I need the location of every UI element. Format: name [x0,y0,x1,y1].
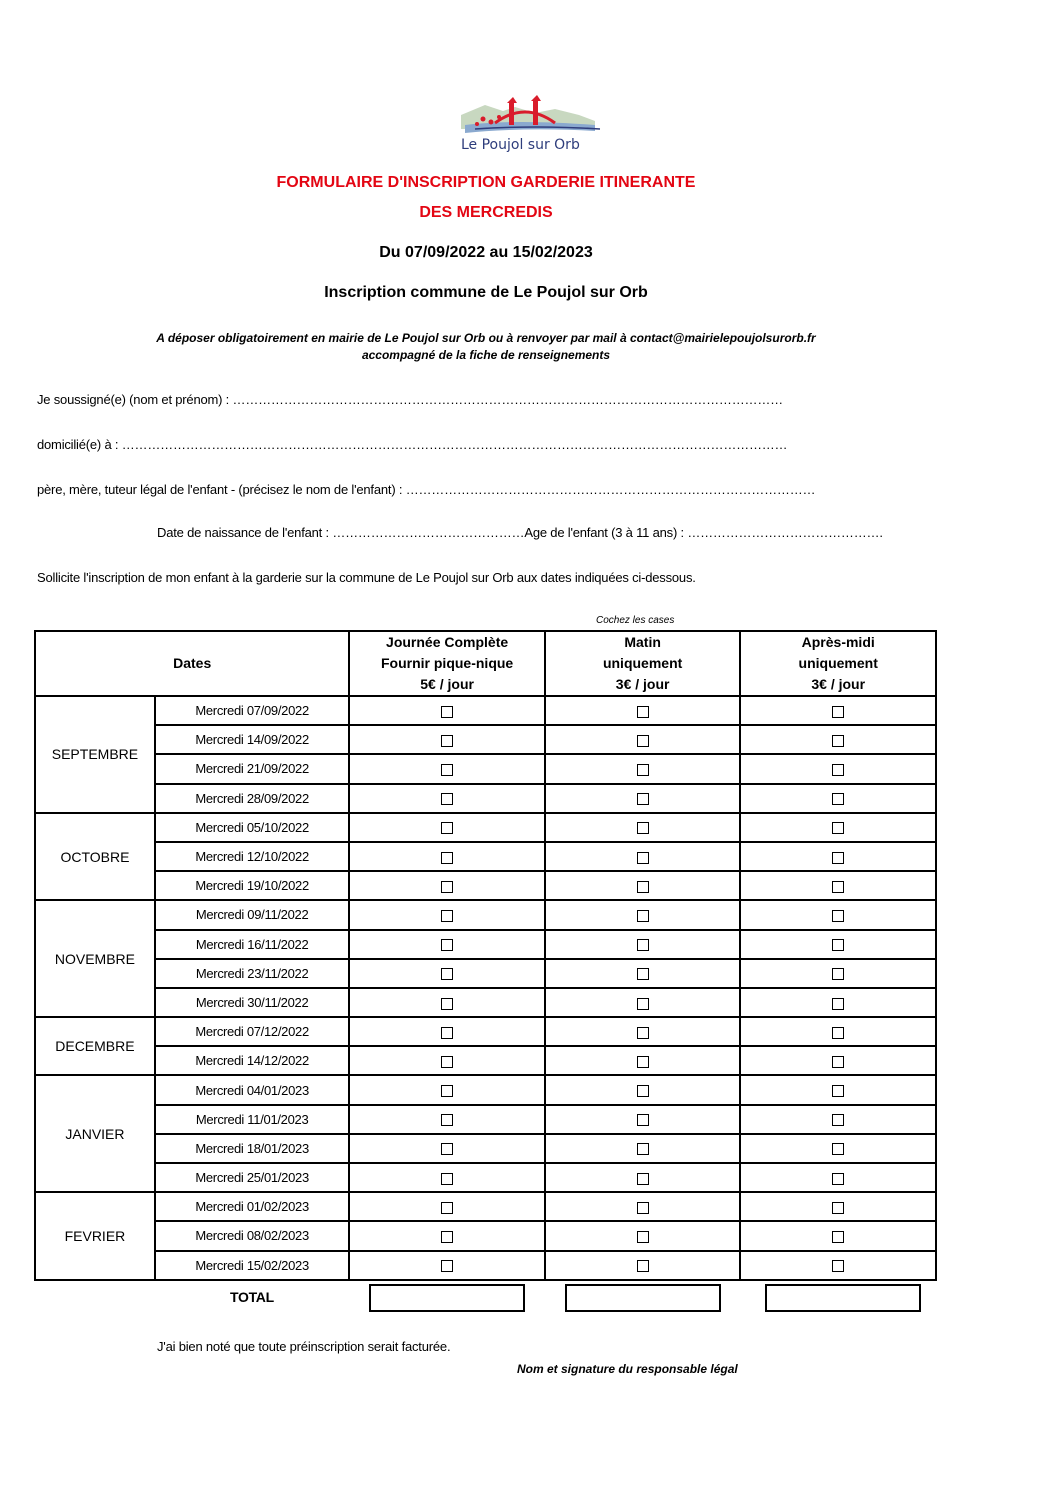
naissance-dots: ……………………………………… [332,525,525,540]
checkbox-cell-matin [545,1192,741,1221]
month-cell: SEPTEMBRE [35,696,155,813]
commune-heading: Inscription commune de Le Poujol sur Orb [324,284,648,301]
table-row [35,959,936,988]
checkbox-cell-apresmidi [740,1163,936,1192]
checkbox-matin[interactable] [637,706,649,718]
checkbox-journee[interactable] [441,735,453,747]
table-row [35,1163,936,1192]
domicile-label: domicilié(e) à : [37,437,122,452]
checkbox-journee[interactable] [441,1173,453,1185]
checkbox-apresmidi[interactable] [832,1202,844,1214]
checkbox-cell-apresmidi [740,1134,936,1163]
table-row [35,842,936,871]
checkbox-matin[interactable] [637,1173,649,1185]
checkbox-matin[interactable] [637,1056,649,1068]
month-cell: DECEMBRE [35,1017,155,1075]
checkbox-apresmidi[interactable] [832,939,844,951]
notice-line1: A déposer obligatoirement en mairie de Le Poujol sur Orb ou à renvoyer par mail à contact@mairielepoujolsurorb.fr [156,331,816,345]
checkbox-journee[interactable] [441,998,453,1010]
date-cell: Mercredi 14/12/2022 [155,1046,349,1075]
checkbox-cell-matin [545,1163,741,1192]
sollicite-text: Sollicite l'inscription de mon enfant à la garderie sur la commune de Le Poujol sur Orb aux dates indiquées ci-dessous. [37,570,696,585]
checkbox-cell-apresmidi [740,784,936,813]
header-apresmidi-l3: 3€ / jour [811,676,866,692]
checkbox-apresmidi[interactable] [832,735,844,747]
table-row [35,1105,936,1134]
checkbox-matin[interactable] [637,1202,649,1214]
checkbox-matin[interactable] [637,1231,649,1243]
checkbox-cell-matin [545,1046,741,1075]
domicile-dots: ………………………………………………………………………………………………………………………………………… [121,437,788,452]
header-apresmidi-l1: Après-midi [801,634,875,650]
checkbox-cell-matin [545,1075,741,1104]
checkbox-apresmidi[interactable] [832,1085,844,1097]
table-row [35,784,936,813]
checkbox-cell-apresmidi [740,725,936,754]
checkbox-cell-apresmidi [740,1046,936,1075]
date-cell: Mercredi 19/10/2022 [155,871,349,900]
checkbox-cell-matin [545,725,741,754]
domicile-field[interactable] [37,437,787,452]
table-row [35,1221,936,1250]
checkbox-cell-matin [545,696,741,725]
form-title-line2: DES MERCREDIS [419,204,553,221]
header-journee [349,631,545,696]
date-cell: Mercredi 11/01/2023 [155,1105,349,1134]
checkbox-cell-journee [349,725,545,754]
checkbox-cell-apresmidi [740,959,936,988]
checkbox-journee[interactable] [441,793,453,805]
checkbox-apresmidi[interactable] [832,968,844,980]
checkbox-cell-journee [349,842,545,871]
checkbox-cell-apresmidi [740,1075,936,1104]
table-row [35,1192,936,1221]
header-apresmidi [740,631,936,696]
table-row [35,871,936,900]
date-cell: Mercredi 28/09/2022 [155,784,349,813]
date-cell: Mercredi 15/02/2023 [155,1251,349,1280]
checkbox-matin[interactable] [637,1027,649,1039]
checkbox-cell-matin [545,1221,741,1250]
checkbox-matin[interactable] [637,793,649,805]
checkbox-matin[interactable] [637,881,649,893]
date-cell: Mercredi 09/11/2022 [155,900,349,929]
logo-graphic [455,95,603,139]
age-label: Age de l'enfant (3 à 11 ans) : [524,525,688,540]
table-row [35,754,936,783]
checkbox-matin[interactable] [637,1143,649,1155]
checkbox-cell-journee [349,1046,545,1075]
checkbox-apresmidi[interactable] [832,1027,844,1039]
checkbox-journee[interactable] [441,852,453,864]
facturation-note: J'ai bien noté que toute préinscription serait facturée. [157,1339,451,1354]
checkbox-journee[interactable] [441,706,453,718]
date-cell: Mercredi 25/01/2023 [155,1163,349,1192]
checkbox-journee[interactable] [441,822,453,834]
header-apresmidi-l2: uniquement [798,655,878,671]
date-cell: Mercredi 04/01/2023 [155,1075,349,1104]
soussigne-label: Je soussigné(e) (nom et prénom) : [37,392,233,407]
checkbox-apresmidi[interactable] [832,910,844,922]
checkbox-apresmidi[interactable] [832,1260,844,1272]
parent-field[interactable] [37,482,815,497]
checkbox-cell-matin [545,1105,741,1134]
checkbox-journee[interactable] [441,1027,453,1039]
date-cell: Mercredi 07/12/2022 [155,1017,349,1046]
checkbox-cell-matin [545,930,741,959]
checkbox-cell-journee [349,696,545,725]
checkbox-cell-apresmidi [740,900,936,929]
date-cell: Mercredi 07/09/2022 [155,696,349,725]
checkbox-journee[interactable] [441,1085,453,1097]
checkbox-apresmidi[interactable] [832,706,844,718]
checkbox-apresmidi[interactable] [832,852,844,864]
date-cell: Mercredi 01/02/2023 [155,1192,349,1221]
checkbox-matin[interactable] [637,968,649,980]
date-cell: Mercredi 16/11/2022 [155,930,349,959]
header-matin [545,631,741,696]
table-row [35,725,936,754]
checkbox-journee[interactable] [441,910,453,922]
checkbox-cell-apresmidi [740,842,936,871]
header-matin-l2: uniquement [602,655,683,671]
checkbox-matin[interactable] [637,939,649,951]
checkbox-cell-journee [349,959,545,988]
header-matin-l1: Matin [624,634,661,650]
month-cell: OCTOBRE [35,813,155,901]
checkbox-matin[interactable] [637,735,649,747]
checkbox-cell-journee [349,871,545,900]
age-dots: ………………………………………. [687,525,883,540]
notice-line2: accompagné de la fiche de renseignements [361,348,611,362]
checkbox-apresmidi[interactable] [832,764,844,776]
table-row [35,1134,936,1163]
month-cell: JANVIER [35,1075,155,1192]
checkbox-matin[interactable] [637,1260,649,1272]
checkbox-matin[interactable] [637,1114,649,1126]
checkbox-cell-matin [545,1251,741,1280]
checkbox-cell-journee [349,1075,545,1104]
checkbox-cell-matin [545,1134,741,1163]
checkbox-cell-journee [349,1251,545,1280]
header-matin-l3: 3€ / jour [615,676,670,692]
checkbox-cell-journee [349,784,545,813]
checkbox-cell-journee [349,754,545,783]
table-row [35,813,936,842]
total-matin-box[interactable] [565,1284,721,1312]
schedule-table [34,630,937,1281]
checkbox-cell-apresmidi [740,1251,936,1280]
table-header-row [35,631,936,696]
checkbox-apresmidi[interactable] [832,822,844,834]
cochez-hint: Cochez les cases [596,615,675,626]
checkbox-cell-journee [349,1192,545,1221]
table-row [35,1017,936,1046]
checkbox-cell-apresmidi [740,813,936,842]
checkbox-cell-matin [545,1017,741,1046]
date-cell: Mercredi 30/11/2022 [155,988,349,1017]
table-row [35,900,936,929]
checkbox-cell-journee [349,988,545,1017]
date-cell: Mercredi 21/09/2022 [155,754,349,783]
checkbox-journee[interactable] [441,1202,453,1214]
checkbox-cell-matin [545,988,741,1017]
table-row [35,988,936,1017]
checkbox-cell-journee [349,1134,545,1163]
checkbox-cell-apresmidi [740,754,936,783]
checkbox-cell-journee [349,1017,545,1046]
table-row [35,696,936,725]
checkbox-apresmidi[interactable] [832,1143,844,1155]
header-journee-l2: Fournir pique-nique [381,655,514,671]
checkbox-journee[interactable] [441,764,453,776]
checkbox-cell-apresmidi [740,1192,936,1221]
checkbox-journee[interactable] [441,1260,453,1272]
checkbox-journee[interactable] [441,1056,453,1068]
date-cell: Mercredi 18/01/2023 [155,1134,349,1163]
table-row [35,1046,936,1075]
checkbox-cell-apresmidi [740,1017,936,1046]
month-cell: NOVEMBRE [35,900,155,1017]
checkbox-cell-apresmidi [740,871,936,900]
header-journee-l3: 5€ / jour [420,676,474,692]
checkbox-matin[interactable] [637,1085,649,1097]
table-body [35,696,936,1280]
checkbox-cell-matin [545,754,741,783]
total-apresmidi-box[interactable] [765,1284,921,1312]
total-label: TOTAL [230,1289,274,1305]
checkbox-cell-matin [545,959,741,988]
date-cell: Mercredi 23/11/2022 [155,959,349,988]
signature-label: Nom et signature du responsable légal [517,1362,738,1376]
table-row [35,1075,936,1104]
checkbox-journee[interactable] [441,1143,453,1155]
checkbox-journee[interactable] [441,1114,453,1126]
checkbox-cell-apresmidi [740,696,936,725]
form-title-line1: FORMULAIRE D'INSCRIPTION GARDERIE ITINERANTE [276,174,696,191]
checkbox-apresmidi[interactable] [832,998,844,1010]
checkbox-apresmidi[interactable] [832,1056,844,1068]
date-cell: Mercredi 14/09/2022 [155,725,349,754]
naissance-age-field[interactable] [157,525,883,540]
period-heading: Du 07/09/2022 au 15/02/2023 [379,244,593,261]
checkbox-journee[interactable] [441,968,453,980]
header-dates: Dates [35,631,349,696]
checkbox-journee[interactable] [441,939,453,951]
checkbox-cell-journee [349,813,545,842]
date-cell: Mercredi 05/10/2022 [155,813,349,842]
table-row [35,1251,936,1280]
checkbox-matin[interactable] [637,998,649,1010]
checkbox-matin[interactable] [637,852,649,864]
logo-text: Le Poujol sur Orb [461,137,580,153]
total-journee-box[interactable] [369,1284,525,1312]
checkbox-cell-matin [545,871,741,900]
soussigne-dots: ………………………………………………………………………………………………………………… [232,392,783,407]
checkbox-apresmidi[interactable] [832,881,844,893]
checkbox-apresmidi[interactable] [832,1173,844,1185]
checkbox-cell-apresmidi [740,1105,936,1134]
checkbox-cell-journee [349,1221,545,1250]
checkbox-cell-matin [545,842,741,871]
checkbox-cell-matin [545,900,741,929]
checkbox-matin[interactable] [637,910,649,922]
checkbox-cell-matin [545,784,741,813]
date-cell: Mercredi 12/10/2022 [155,842,349,871]
table-row [35,930,936,959]
month-cell: FEVRIER [35,1192,155,1280]
checkbox-apresmidi[interactable] [832,1114,844,1126]
checkbox-matin[interactable] [637,822,649,834]
naissance-label: Date de naissance de l'enfant : [157,525,333,540]
header-journee-l1: Journée Complète [386,634,509,650]
checkbox-cell-journee [349,930,545,959]
checkbox-cell-journee [349,900,545,929]
checkbox-journee[interactable] [441,881,453,893]
checkbox-cell-apresmidi [740,988,936,1017]
date-cell: Mercredi 08/02/2023 [155,1221,349,1250]
parent-dots: …………………………………………………………………………………… [405,482,816,497]
checkbox-cell-journee [349,1163,545,1192]
checkbox-apresmidi[interactable] [832,793,844,805]
checkbox-journee[interactable] [441,1231,453,1243]
checkbox-apresmidi[interactable] [832,1231,844,1243]
checkbox-cell-apresmidi [740,930,936,959]
checkbox-cell-journee [349,1105,545,1134]
soussigne-field[interactable] [37,392,783,407]
commune-logo [455,95,603,159]
checkbox-cell-matin [545,813,741,842]
parent-label: père, mère, tuteur légal de l'enfant - (précisez le nom de l'enfant) : [37,482,406,497]
checkbox-cell-apresmidi [740,1221,936,1250]
checkbox-matin[interactable] [637,764,649,776]
